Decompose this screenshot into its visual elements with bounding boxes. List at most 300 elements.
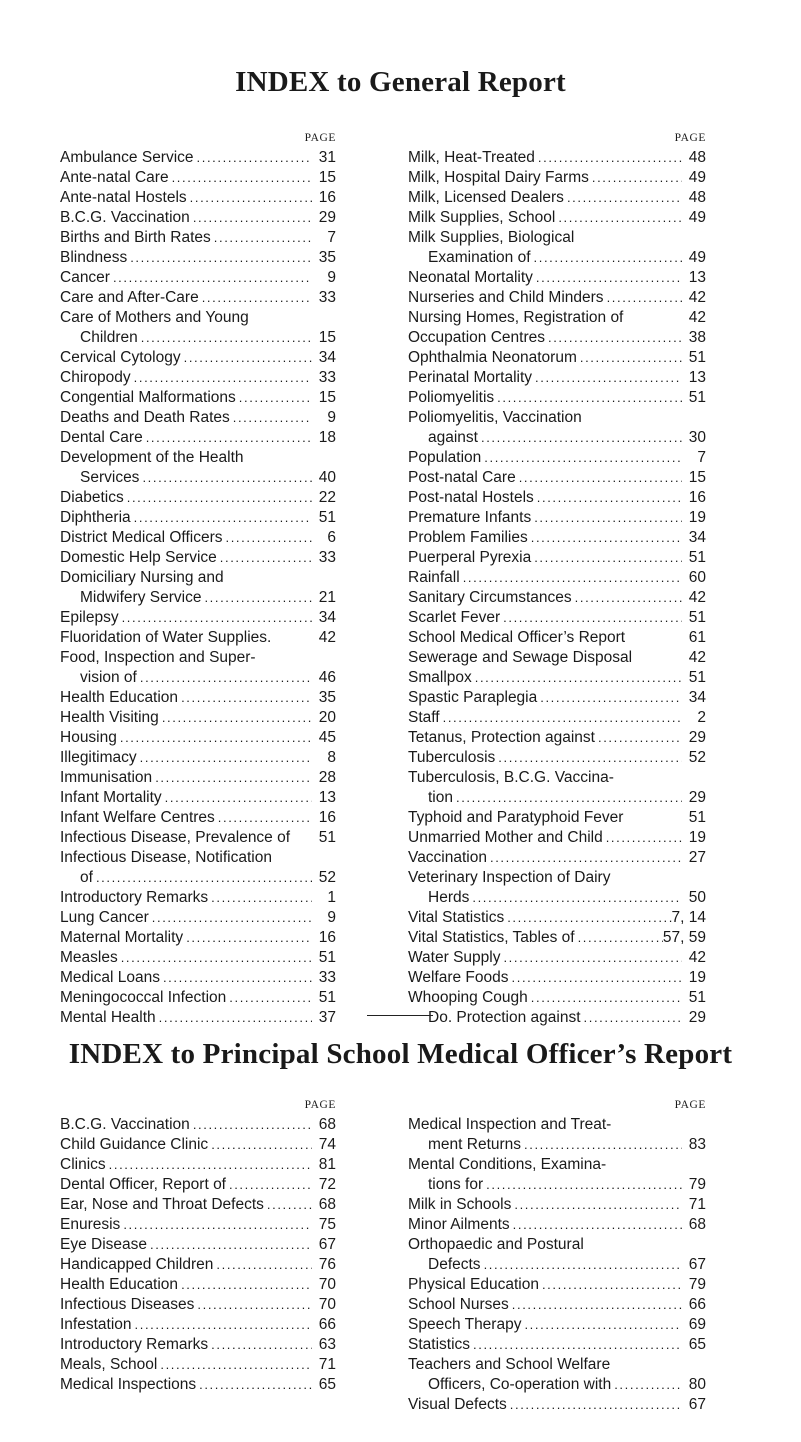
entry-topic: Milk in Schools	[408, 1196, 512, 1213]
entry-topic: Medical Loans	[60, 969, 160, 986]
entry-topic: Infant Welfare Centres	[60, 809, 215, 826]
dot-leader	[564, 188, 682, 208]
entry-topic: Nursing Homes, Registration of	[408, 309, 624, 326]
index-entry	[408, 1255, 706, 1275]
index-entry	[408, 1335, 706, 1355]
entry-topic: Examination of	[428, 249, 531, 266]
index-list	[60, 148, 336, 1028]
entry-topic: Tetanus, Protection against	[408, 729, 595, 746]
index-entry	[60, 348, 336, 368]
entry-page-number: 2	[697, 709, 706, 726]
index-entry	[60, 1255, 336, 1275]
dot-leader	[534, 488, 682, 508]
dot-leader	[160, 968, 312, 988]
entry-page-number: 8	[327, 749, 336, 766]
entry-page-number: 42	[688, 649, 706, 666]
entry-topic: Veterinary Inspection of Dairy	[408, 869, 611, 886]
dot-leader	[110, 268, 312, 288]
entry-page-number: 42	[688, 309, 706, 326]
dot-leader	[507, 1395, 682, 1415]
index-entry	[60, 1155, 336, 1175]
entry-topic: Infectious Disease, Prevalence of	[60, 829, 291, 846]
entry-topic: Visual Defects	[408, 1396, 507, 1413]
dot-leader	[528, 988, 682, 1008]
entry-topic: Whooping Cough	[408, 989, 528, 1006]
entry-topic: Vital Statistics	[408, 909, 505, 926]
index-entry	[408, 528, 706, 548]
entry-topic: Physical Education	[408, 1276, 539, 1293]
index-entry	[408, 748, 706, 768]
index-entry	[60, 168, 336, 188]
entry-page-number: 67	[688, 1396, 706, 1413]
entry-page-number: 16	[318, 929, 336, 946]
entry-page-number: 33	[318, 969, 336, 986]
entry-page-number: 34	[688, 689, 706, 706]
index-entry	[60, 768, 336, 788]
entry-topic: Infestation	[60, 1316, 132, 1333]
index-entry	[60, 648, 336, 668]
index-entry	[60, 1235, 336, 1255]
entry-topic: Speech Therapy	[408, 1316, 522, 1333]
entry-page-number: 65	[688, 1336, 706, 1353]
index-list	[60, 1115, 336, 1395]
entry-topic: Milk, Heat-Treated	[408, 149, 535, 166]
entry-topic: Domestic Help Service	[60, 549, 217, 566]
dot-leader	[236, 388, 312, 408]
entry-page-number: 13	[688, 269, 706, 286]
index-entry	[60, 308, 336, 328]
index-entry	[60, 408, 336, 428]
index-entry	[408, 428, 706, 448]
entry-page-number: 33	[318, 549, 336, 566]
entry-page-number: 79	[688, 1176, 706, 1193]
dot-leader	[577, 348, 682, 368]
entry-page-number: 69	[688, 1316, 706, 1333]
entry-topic: Cervical Cytology	[60, 349, 181, 366]
index-entry	[408, 268, 706, 288]
index-entry	[60, 968, 336, 988]
dot-leader	[201, 588, 312, 608]
dot-leader	[531, 248, 682, 268]
entry-page-number: 66	[318, 1316, 336, 1333]
index-entry	[60, 428, 336, 448]
entry-page-number: 29	[318, 209, 336, 226]
entry-topic: Water Supply	[408, 949, 501, 966]
index-entry	[408, 168, 706, 188]
dot-leader	[162, 788, 312, 808]
dot-leader	[127, 248, 312, 268]
entry-topic: Lung Cancer	[60, 909, 149, 926]
index-entry	[60, 748, 336, 768]
index-entry	[408, 348, 706, 368]
entry-page-number: 45	[318, 729, 336, 746]
dot-leader	[138, 328, 312, 348]
dot-leader	[595, 728, 682, 748]
dot-leader	[208, 888, 312, 908]
entry-topic: Eye Disease	[60, 1236, 148, 1253]
entry-page-number: 16	[318, 189, 336, 206]
dot-leader	[178, 688, 312, 708]
entry-topic: Milk Supplies, Biological	[408, 229, 575, 246]
entry-topic: School Nurses	[408, 1296, 509, 1313]
entry-topic: Cancer	[60, 269, 110, 286]
entry-topic: Minor Ailments	[408, 1216, 510, 1233]
entry-topic: Food, Inspection and Super-	[60, 649, 256, 666]
entry-topic: of	[80, 869, 93, 886]
index-entry	[60, 948, 336, 968]
dot-leader	[483, 1175, 682, 1195]
index-entry	[60, 828, 336, 848]
dot-leader	[581, 1008, 682, 1028]
entry-page-number: 68	[318, 1116, 336, 1133]
entry-page-number: 70	[318, 1296, 336, 1313]
dot-leader	[149, 908, 312, 928]
entry-page-number: 49	[688, 169, 706, 186]
entry-topic: Unmarried Mother and Child	[408, 829, 603, 846]
dot-leader	[460, 568, 682, 588]
dot-leader	[481, 448, 682, 468]
index-entry	[60, 568, 336, 588]
dot-leader	[187, 188, 312, 208]
entry-topic: Midwifery Service	[80, 589, 202, 606]
entry-topic: Problem Families	[408, 529, 528, 546]
entry-topic: Nurseries and Child Minders	[408, 289, 604, 306]
entry-topic: Occupation Centres	[408, 329, 545, 346]
dot-leader	[190, 1115, 312, 1135]
index-entry	[60, 1175, 336, 1195]
index-entry	[60, 528, 336, 548]
entry-page-number: 15	[688, 469, 706, 486]
entry-topic: tions for	[428, 1176, 484, 1193]
page-column-label: PAGE	[304, 132, 336, 144]
dot-leader	[603, 828, 682, 848]
dot-leader	[521, 1135, 682, 1155]
entry-topic: Scarlet Fever	[408, 609, 501, 626]
general-left-column	[60, 128, 336, 1028]
entry-page-number: 71	[318, 1356, 336, 1373]
index-entry	[408, 648, 706, 668]
entry-page-number: 29	[688, 1009, 706, 1026]
entry-page-number: 34	[318, 349, 336, 366]
entry-page-number: 49	[688, 209, 706, 226]
dot-leader	[539, 1275, 682, 1295]
entry-page-number: 6	[327, 529, 336, 546]
index-entry	[408, 1115, 706, 1135]
entry-topic: Teachers and School Welfare	[408, 1356, 611, 1373]
index-list	[408, 1115, 706, 1415]
dot-leader	[531, 548, 682, 568]
entry-page-number: 51	[688, 669, 706, 686]
index-entry	[60, 1295, 336, 1315]
entry-topic: Post-natal Care	[408, 469, 516, 486]
dot-leader	[131, 368, 312, 388]
index-entry	[60, 488, 336, 508]
dot-leader	[611, 1375, 682, 1395]
index-entry	[408, 948, 706, 968]
entry-page-number: 13	[688, 369, 706, 386]
entry-topic: Maternal Mortality	[60, 929, 184, 946]
entry-page-number: 29	[688, 729, 706, 746]
entry-page-number: 46	[318, 669, 336, 686]
dot-leader	[440, 708, 682, 728]
entry-topic: Measles	[60, 949, 118, 966]
entry-topic: Tuberculosis	[408, 749, 496, 766]
index-entry	[60, 708, 336, 728]
dot-leader	[118, 948, 312, 968]
entry-page-number: 79	[688, 1276, 706, 1293]
index-entry	[60, 888, 336, 908]
entry-topic: Housing	[60, 729, 117, 746]
index-entry	[60, 988, 336, 1008]
index-entry	[408, 848, 706, 868]
index-entry	[408, 248, 706, 268]
entry-page-number: 70	[318, 1276, 336, 1293]
dot-leader	[528, 528, 682, 548]
index-entry	[408, 588, 706, 608]
dot-leader	[120, 1215, 312, 1235]
entry-topic: Services	[80, 469, 140, 486]
index-entry	[408, 988, 706, 1008]
entry-page-number: 34	[318, 609, 336, 626]
entry-page-number: 51	[318, 989, 336, 1006]
index-entry	[408, 1155, 706, 1175]
entry-page-number: 48	[688, 149, 706, 166]
entry-topic: Ear, Nose and Throat Defects	[60, 1196, 264, 1213]
entry-topic: B.C.G. Vaccination	[60, 209, 190, 226]
entry-page-number: 74	[318, 1136, 336, 1153]
entry-page-number: 7	[327, 229, 336, 246]
index-entry	[408, 548, 706, 568]
entry-page-number: 29	[688, 789, 706, 806]
entry-page-number: 83	[688, 1136, 706, 1153]
entry-topic: Medical Inspections	[60, 1376, 197, 1393]
entry-topic: Ambulance Service	[60, 149, 194, 166]
index-entry	[60, 628, 336, 648]
entry-topic: Chiropody	[60, 369, 131, 386]
entry-topic: Welfare Foods	[408, 969, 509, 986]
page-column-label: PAGE	[304, 1099, 336, 1111]
entry-page-number: 68	[688, 1216, 706, 1233]
index-entry	[60, 908, 336, 928]
dot-leader	[230, 408, 312, 428]
index-entry	[408, 188, 706, 208]
entry-page-number: 16	[318, 809, 336, 826]
index-entry	[60, 268, 336, 288]
index-entry	[60, 588, 336, 608]
index-entry	[408, 568, 706, 588]
dot-leader	[572, 588, 682, 608]
dot-leader	[495, 748, 682, 768]
dot-leader	[226, 1175, 312, 1195]
entry-topic: Ante-natal Hostels	[60, 189, 187, 206]
index-entry	[60, 788, 336, 808]
dot-leader	[487, 848, 682, 868]
entry-page-number: 33	[318, 289, 336, 306]
index-entry	[60, 328, 336, 348]
index-entry	[408, 1215, 706, 1235]
dot-leader	[555, 208, 682, 228]
entry-topic: Health Visiting	[60, 709, 159, 726]
dot-leader	[604, 288, 682, 308]
entry-topic: Poliomyelitis	[408, 389, 495, 406]
entry-topic: Herds	[428, 889, 470, 906]
entry-page-number: 66	[688, 1296, 706, 1313]
dot-leader	[575, 928, 663, 948]
entry-page-number: 31	[318, 149, 336, 166]
entry-page-number: 28	[318, 769, 336, 786]
general-right-column	[408, 128, 706, 1028]
index-entry	[60, 608, 336, 628]
entry-topic: Health Education	[60, 689, 179, 706]
entry-page-number: 37	[318, 1009, 336, 1026]
dot-leader	[132, 1315, 312, 1335]
index-entry	[408, 1315, 706, 1335]
entry-topic: Infant Mortality	[60, 789, 162, 806]
entry-topic: Mental Health	[60, 1009, 156, 1026]
dot-leader	[510, 1215, 682, 1235]
index-entry	[60, 448, 336, 468]
index-entry	[408, 828, 706, 848]
dot-leader	[217, 548, 312, 568]
dot-leader	[147, 1235, 312, 1255]
entry-page-number: 51	[688, 549, 706, 566]
index-entry	[408, 208, 706, 228]
dot-leader	[478, 428, 682, 448]
index-entry	[408, 288, 706, 308]
index-entry	[60, 1375, 336, 1395]
index-entry	[408, 308, 706, 328]
dot-leader	[511, 1195, 682, 1215]
entry-topic: vision of	[80, 669, 137, 686]
entry-page-number: 75	[318, 1216, 336, 1233]
entry-page-number: 60	[688, 569, 706, 586]
dot-leader	[589, 168, 682, 188]
dot-leader	[532, 368, 682, 388]
dot-leader	[139, 468, 312, 488]
index-entry	[60, 1335, 336, 1355]
index-entry	[60, 1008, 336, 1028]
entry-topic: ment Returns	[428, 1136, 522, 1153]
entry-topic: Premature Infants	[408, 509, 532, 526]
dot-leader	[494, 388, 682, 408]
index-entry	[408, 928, 706, 948]
entry-topic: Orthopaedic and Postural	[408, 1236, 584, 1253]
entry-page-number: 42	[318, 629, 336, 646]
entry-topic: Medical Inspection and Treat-	[408, 1116, 612, 1133]
index-entry	[60, 188, 336, 208]
index-entry	[60, 668, 336, 688]
entry-page-number: 42	[688, 949, 706, 966]
entry-topic: against	[428, 429, 478, 446]
index-entry	[60, 388, 336, 408]
dot-leader	[472, 668, 682, 688]
entry-topic: Blindness	[60, 249, 128, 266]
entry-topic: Diabetics	[60, 489, 124, 506]
entry-page-number: 51	[688, 989, 706, 1006]
entry-page-number: 68	[318, 1196, 336, 1213]
index-entry	[60, 868, 336, 888]
entry-topic: Post-natal Hostels	[408, 489, 534, 506]
dot-leader	[137, 748, 312, 768]
index-entry	[60, 148, 336, 168]
entry-topic: Meningococcal Infection	[60, 989, 227, 1006]
general-index-title: INDEX to General Report	[235, 66, 566, 98]
entry-page-number: 80	[688, 1376, 706, 1393]
dot-leader	[178, 1275, 312, 1295]
dot-leader	[194, 1295, 312, 1315]
entry-page-number: 51	[688, 349, 706, 366]
entry-page-number: 48	[688, 189, 706, 206]
entry-page-number: 63	[318, 1336, 336, 1353]
dot-leader	[481, 1255, 682, 1275]
dot-leader	[159, 708, 312, 728]
entry-page-number: 20	[318, 709, 336, 726]
entry-topic: Fluoridation of Water Supplies.	[60, 629, 272, 646]
index-entry	[60, 468, 336, 488]
entry-topic: Perinatal Mortality	[408, 369, 533, 386]
index-entry	[60, 1215, 336, 1235]
entry-topic: Dental Officer, Report of	[60, 1176, 226, 1193]
index-entry	[408, 1008, 706, 1028]
entry-topic: Spastic Paraplegia	[408, 689, 538, 706]
entry-page-number: 42	[688, 289, 706, 306]
dot-leader	[199, 288, 312, 308]
index-entry	[408, 1175, 706, 1195]
entry-page-number: 27	[688, 849, 706, 866]
entry-topic: Milk, Hospital Dairy Farms	[408, 169, 589, 186]
dot-leader	[504, 908, 671, 928]
index-entry	[60, 808, 336, 828]
dot-leader	[470, 1335, 682, 1355]
index-entry	[60, 248, 336, 268]
entry-page-number: 61	[688, 629, 706, 646]
dot-leader	[124, 488, 312, 508]
entry-page-number: 81	[318, 1156, 336, 1173]
index-entry	[60, 928, 336, 948]
entry-page-number: 42	[688, 589, 706, 606]
index-list	[408, 148, 706, 1028]
entry-topic: Clinics	[60, 1156, 106, 1173]
entry-topic: Defects	[428, 1256, 481, 1273]
entry-topic: Dental Care	[60, 429, 143, 446]
entry-topic: Introductory Remarks	[60, 889, 209, 906]
entry-page-number: 34	[688, 529, 706, 546]
entry-topic: Diphtheria	[60, 509, 131, 526]
dot-leader	[196, 1375, 312, 1395]
index-entry	[408, 1295, 706, 1315]
index-entry	[408, 608, 706, 628]
entry-page-number: 13	[318, 789, 336, 806]
dot-leader	[531, 508, 682, 528]
entry-topic: Sanitary Circumstances	[408, 589, 572, 606]
index-entry	[60, 208, 336, 228]
dot-leader	[537, 688, 682, 708]
entry-topic: Staff	[408, 709, 440, 726]
dot-leader	[152, 768, 312, 788]
dot-leader	[509, 968, 682, 988]
entry-topic: Do. Protection against	[428, 1009, 581, 1026]
entry-topic: Ophthalmia Neonatorum	[408, 349, 577, 366]
entry-page-number: 72	[318, 1176, 336, 1193]
entry-topic: Deaths and Death Rates	[60, 409, 230, 426]
index-entry	[408, 768, 706, 788]
dot-leader	[533, 268, 682, 288]
dot-leader	[119, 608, 312, 628]
entry-page-number: 7, 14	[671, 909, 706, 926]
entry-topic: Neonatal Mortality	[408, 269, 533, 286]
index-entry	[408, 788, 706, 808]
dot-leader	[157, 1355, 312, 1375]
